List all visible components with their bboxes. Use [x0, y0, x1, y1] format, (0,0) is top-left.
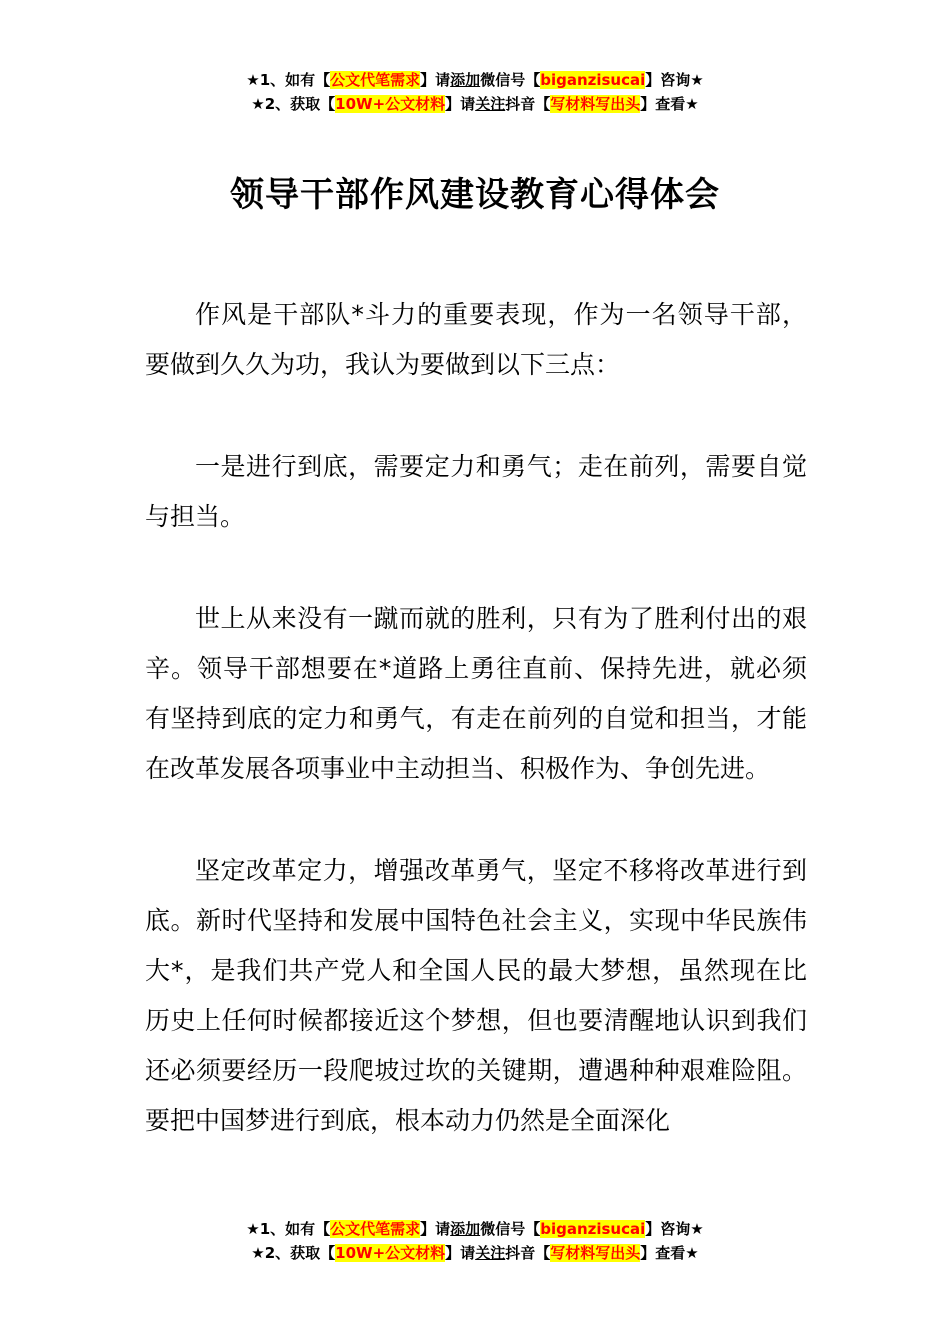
underlined-follow: 关注	[475, 95, 506, 113]
paragraph-point-one: 一是进行到底，需要定力和勇气；走在前列，需要自觉与担当。	[145, 452, 807, 531]
star-icon: ★	[685, 1244, 699, 1262]
highlight-wechat-id: biganzisucai	[540, 1220, 646, 1238]
footer-banner	[0, 1217, 950, 1265]
banner-line-1: ★1、如有【公文代笔需求】请添加微信号【biganzisucai】咨询★	[246, 71, 704, 89]
paragraph-reform: 坚定改革定力，增强改革勇气，坚定不移将改革进行到底。新时代坚持和发展中国特色社会主义，实现中华民族伟大*，是我们共产党人和全国人民的最大梦想，虽然现在比历史上任何时候都接近这个梦想，但也要清醒地认识到我们还必须要经历一段爬坡过坎的关键期，遭遇种种艰难险阻。要把中国梦进行到底，根本动力仍然是全面深化	[145, 856, 807, 1135]
banner-line-2: ★2、获取【10W+公文材料】请关注抖音【写材料写出头】查看★	[251, 1244, 699, 1262]
star-icon: ★	[690, 1220, 704, 1238]
star-icon: ★	[251, 1244, 265, 1262]
star-icon: ★	[690, 71, 704, 89]
highlight-service: 公文代笔需求	[330, 71, 421, 89]
highlight-materials: 10W+公文材料	[335, 1244, 446, 1262]
highlight-service: 公文代笔需求	[330, 1220, 421, 1238]
highlight-douyin-account: 写材料写出头	[550, 95, 641, 113]
paragraph-intro: 作风是干部队*斗力的重要表现，作为一名领导干部，要做到久久为功，我认为要做到以下三点：	[145, 300, 807, 379]
banner-line-1: ★1、如有【公文代笔需求】请添加微信号【biganzisucai】咨询★	[246, 1220, 704, 1238]
underlined-add: 添加	[450, 1220, 481, 1238]
banner-line-2: ★2、获取【10W+公文材料】请关注抖音【写材料写出头】查看★	[251, 95, 699, 113]
star-icon: ★	[246, 1220, 260, 1238]
highlight-materials: 10W+公文材料	[335, 95, 446, 113]
paragraph-victory: 世上从来没有一蹴而就的胜利，只有为了胜利付出的艰辛。领导干部想要在*道路上勇往直前、保持先进，就必须有坚持到底的定力和勇气，有走在前列的自觉和担当，才能在改革发展各项事业中主动担当、积极作为、争创先进。	[145, 604, 807, 783]
underlined-follow: 关注	[475, 1244, 506, 1262]
star-icon: ★	[246, 71, 260, 89]
underlined-add: 添加	[450, 71, 481, 89]
highlight-douyin-account: 写材料写出头	[550, 1244, 641, 1262]
document-title: 领导干部作风建设教育心得体会	[230, 174, 720, 215]
document-body	[145, 290, 807, 1198]
star-icon: ★	[685, 95, 699, 113]
star-icon: ★	[251, 95, 265, 113]
header-banner	[0, 68, 950, 116]
highlight-wechat-id: biganzisucai	[540, 71, 646, 89]
